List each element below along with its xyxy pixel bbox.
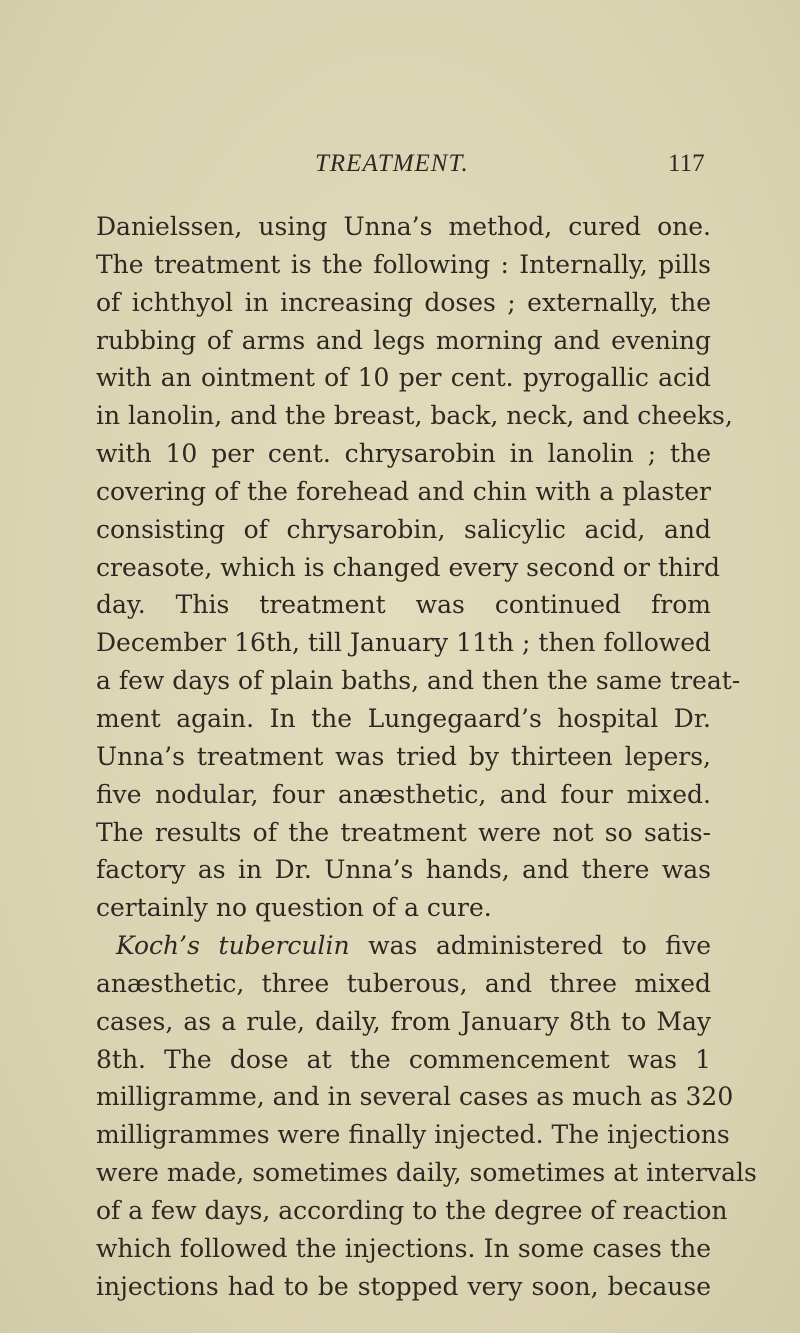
text-line: Danielssen, using Unna’s method, cured one. — [96, 212, 711, 241]
body-text — [96, 208, 757, 1305]
text-line: milligramme, and in several cases as much as 320 — [96, 1082, 734, 1112]
text-line: day. This treatment was continued from — [96, 590, 711, 620]
italic-lead: Koch’s tuberculin — [116, 931, 350, 961]
text-line — [96, 927, 711, 965]
text-line-rest: was administered to five — [349, 931, 711, 961]
text-line: of ichthyol in increasing doses ; externally, the — [96, 287, 711, 317]
text-line: five nodular, four anæsthetic, and four mixed. — [96, 779, 711, 809]
text-line: of a few days, according to the degree of reaction — [96, 1195, 728, 1225]
text-line: injections had to be stopped very soon, because — [96, 1271, 711, 1301]
text-line: rubbing of arms and legs morning and evening — [96, 325, 711, 355]
page-number: 117 — [668, 150, 705, 177]
text-line: December 16th, till January 11th ; then followed — [96, 628, 711, 658]
text-line: which followed the injections. In some cases the — [96, 1233, 711, 1263]
text-line: with 10 per cent. chrysarobin in lanolin ; the — [96, 439, 711, 469]
text-line: The results of the treatment were not so satis- — [96, 817, 711, 847]
text-line: factory as in Dr. Unna’s hands, and there was — [96, 855, 711, 885]
text-line: Unna’s treatment was tried by thirteen lepers, — [96, 741, 711, 771]
text-line: a few days of plain baths, and then the same treat- — [96, 666, 741, 696]
text-line: were made, sometimes daily, sometimes at intervals — [96, 1158, 757, 1188]
text-line: covering of the forehead and chin with a plaster — [96, 476, 711, 506]
text-line: with an ointment of 10 per cent. pyrogallic acid — [96, 363, 711, 393]
paragraph-2 — [96, 927, 757, 1305]
text-line: consisting of chrysarobin, salicylic acid, and — [96, 514, 711, 544]
text-line: anæsthetic, three tuberous, and three mixed — [96, 968, 711, 998]
text-line: in lanolin, and the breast, back, neck, and cheeks, — [96, 401, 733, 431]
text-line: milligrammes were finally injected. The injections — [96, 1120, 730, 1150]
text-line: ment again. In the Lungegaard’s hospital Dr. — [96, 703, 711, 733]
text-line: The treatment is the following : Internally, pills — [96, 249, 711, 279]
text-line: cases, as a rule, daily, from January 8th to May — [96, 1006, 711, 1036]
running-head-title: TREATMENT. — [315, 150, 469, 177]
text-line: creasote, which is changed every second or third — [96, 552, 720, 582]
paragraph-1 — [96, 208, 741, 927]
text-line: 8th. The dose at the commencement was 1 — [96, 1044, 711, 1074]
text-line: certainly no question of a cure. — [96, 893, 492, 923]
running-head — [0, 150, 800, 184]
